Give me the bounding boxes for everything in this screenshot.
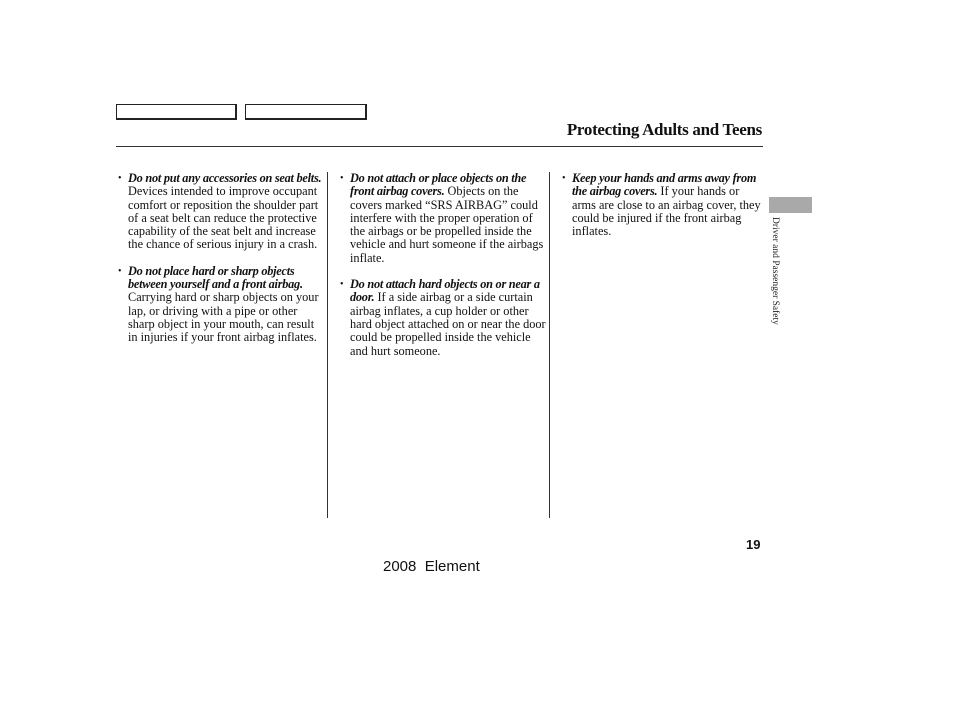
bullet-heading: Do not put any accessories on seat belts. bbox=[128, 171, 322, 185]
bullet-icon: • bbox=[118, 265, 122, 277]
text-column-2 bbox=[340, 172, 546, 371]
section-tab-label: Driver and Passenger Safety bbox=[770, 217, 780, 325]
column-divider bbox=[327, 172, 328, 518]
bullet-body: Objects on the covers marked “SRS AIRBAG” could interfere with the proper operation of the airbags or be propelled inside the vehicle and hurt someone if the airbags inflate. bbox=[350, 184, 544, 265]
bullet-body: Devices intended to improve occupant comfort or reposition the shoulder part of a seat belt can reduce the protective capability of the seat belt and increase the chance of serious injury in a crash. bbox=[128, 184, 319, 252]
nav-button-2[interactable] bbox=[245, 104, 367, 120]
bullet-icon: • bbox=[340, 279, 344, 291]
bullet-item bbox=[340, 172, 546, 265]
bullet-icon: • bbox=[340, 173, 344, 184]
section-tab bbox=[769, 197, 812, 213]
footer-model-name: 2008 Element bbox=[383, 558, 480, 575]
bullet-item bbox=[118, 265, 322, 345]
bullet-heading: Do not attach hard objects on or near a door. bbox=[350, 277, 540, 305]
section-title: Protecting Adults and Teens bbox=[566, 120, 762, 139]
bullet-heading: Keep your hands and arms away from the airbag covers. bbox=[572, 171, 757, 199]
page-number: 19 bbox=[746, 537, 761, 552]
bullet-item bbox=[340, 278, 546, 358]
bullet-item bbox=[562, 172, 766, 238]
column-divider bbox=[549, 172, 550, 518]
bullet-item bbox=[118, 172, 322, 252]
text-column-1 bbox=[118, 172, 322, 358]
text-column-3 bbox=[562, 172, 766, 251]
bullet-body: If your hands or arms are close to an airbag cover, they could be injured if the front airbag inflates. bbox=[572, 184, 761, 239]
nav-button-1[interactable] bbox=[116, 104, 237, 120]
bullet-heading: Do not attach or place objects on the front airbag covers. bbox=[350, 171, 527, 199]
bullet-icon: • bbox=[118, 173, 122, 184]
header-rule bbox=[116, 146, 763, 147]
bullet-icon: • bbox=[562, 173, 566, 184]
bullet-body: Carrying hard or sharp objects on your lap, or driving with a pipe or other sharp object in your mouth, can result in injuries if your front airbag inflates. bbox=[128, 290, 319, 345]
bullet-heading: Do not place hard or sharp objects between yourself and a front airbag. bbox=[128, 263, 303, 292]
bullet-body: If a side airbag or a side curtain airbag inflates, a cup holder or other hard object attached on or near the door could be propelled inside the vehicle and hurt someone. bbox=[350, 290, 546, 358]
